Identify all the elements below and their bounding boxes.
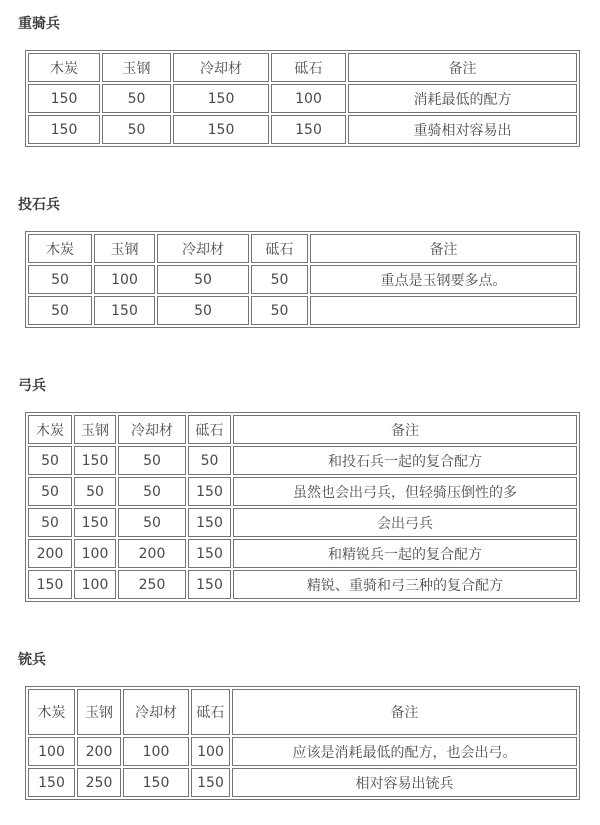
- cell-coolant: 100: [123, 737, 189, 766]
- cell-whetstone: 150: [191, 768, 230, 797]
- col-header-coolant: 冷却材: [123, 689, 189, 735]
- cell-note: 重骑相对容易出: [348, 115, 577, 144]
- section-gunner: [18, 652, 580, 800]
- cell-whetstone: 50: [251, 265, 308, 294]
- col-header-notes: 备注: [233, 415, 577, 444]
- cell-whetstone: 150: [188, 477, 231, 506]
- cell-jade-steel: 150: [74, 508, 116, 537]
- cell-whetstone: 50: [188, 446, 231, 475]
- header-row: [28, 234, 577, 263]
- section-title-stone-thrower: 投石兵: [18, 197, 60, 213]
- cell-note: 相对容易出铳兵: [232, 768, 577, 797]
- table-row: [28, 446, 577, 475]
- cell-coolant: 50: [118, 477, 186, 506]
- cell-coolant: 150: [173, 84, 269, 113]
- col-header-coolant: 冷却材: [173, 53, 269, 82]
- table-row: [28, 768, 577, 797]
- col-header-jade-steel: 玉钢: [74, 415, 116, 444]
- archer-table: [25, 412, 580, 602]
- col-header-whetstone: 砥石: [271, 53, 346, 82]
- cell-charcoal: 50: [28, 296, 92, 325]
- cell-jade-steel: 150: [74, 446, 116, 475]
- cell-note: 应该是消耗最低的配方，也会出弓。: [232, 737, 577, 766]
- table-row: [28, 84, 577, 113]
- cell-charcoal: 150: [28, 768, 75, 797]
- section-title-gunner: 铳兵: [18, 652, 46, 668]
- cell-note: 虽然也会出弓兵，但轻骑压倒性的多: [233, 477, 577, 506]
- cell-note: 和精锐兵一起的复合配方: [233, 539, 577, 568]
- cell-charcoal: 50: [28, 477, 72, 506]
- section-archer: [18, 378, 580, 602]
- table-row: [28, 265, 577, 294]
- cell-jade-steel: 150: [94, 296, 155, 325]
- cell-coolant: 250: [118, 570, 186, 599]
- cell-coolant: 50: [157, 296, 249, 325]
- cell-coolant: 150: [173, 115, 269, 144]
- col-header-charcoal: 木炭: [28, 53, 100, 82]
- cell-jade-steel: 50: [102, 84, 171, 113]
- cell-jade-steel: 50: [74, 477, 116, 506]
- cell-note: 消耗最低的配方: [348, 84, 577, 113]
- section-heavy-cavalry: [18, 16, 580, 147]
- cell-jade-steel: 100: [74, 539, 116, 568]
- table-row: [28, 477, 577, 506]
- section-title-archer: 弓兵: [18, 378, 46, 394]
- col-header-notes: 备注: [232, 689, 577, 735]
- cell-whetstone: 100: [191, 737, 230, 766]
- cell-whetstone: 150: [188, 570, 231, 599]
- heavy-cavalry-table: [25, 50, 580, 147]
- col-header-charcoal: 木炭: [28, 689, 75, 735]
- cell-coolant: 50: [118, 508, 186, 537]
- stone-thrower-table: [25, 231, 580, 328]
- cell-coolant: 150: [123, 768, 189, 797]
- cell-charcoal: 100: [28, 737, 75, 766]
- cell-charcoal: 150: [28, 84, 100, 113]
- col-header-jade-steel: 玉钢: [102, 53, 171, 82]
- cell-jade-steel: 50: [102, 115, 171, 144]
- col-header-coolant: 冷却材: [118, 415, 186, 444]
- table-row: [28, 737, 577, 766]
- cell-jade-steel: 200: [77, 737, 121, 766]
- cell-charcoal: 150: [28, 115, 100, 144]
- table-row: [28, 570, 577, 599]
- table-row: [28, 508, 577, 537]
- cell-jade-steel: 100: [94, 265, 155, 294]
- col-header-whetstone: 砥石: [191, 689, 230, 735]
- header-row: [28, 415, 577, 444]
- col-header-charcoal: 木炭: [28, 234, 92, 263]
- cell-whetstone: 150: [271, 115, 346, 144]
- col-header-jade-steel: 玉钢: [94, 234, 155, 263]
- cell-charcoal: 200: [28, 539, 72, 568]
- cell-charcoal: 150: [28, 570, 72, 599]
- cell-whetstone: 100: [271, 84, 346, 113]
- cell-note: 和投石兵一起的复合配方: [233, 446, 577, 475]
- col-header-notes: 备注: [348, 53, 577, 82]
- table-row: [28, 539, 577, 568]
- cell-note: [310, 296, 577, 325]
- cell-coolant: 50: [157, 265, 249, 294]
- cell-jade-steel: 250: [77, 768, 121, 797]
- cell-charcoal: 50: [28, 446, 72, 475]
- col-header-notes: 备注: [310, 234, 577, 263]
- header-row: [28, 53, 577, 82]
- cell-whetstone: 150: [188, 539, 231, 568]
- cell-note: 重点是玉钢要多点。: [310, 265, 577, 294]
- section-stone-thrower: [18, 197, 580, 328]
- col-header-whetstone: 砥石: [251, 234, 308, 263]
- cell-coolant: 200: [118, 539, 186, 568]
- cell-note: 会出弓兵: [233, 508, 577, 537]
- cell-coolant: 50: [118, 446, 186, 475]
- cell-jade-steel: 100: [74, 570, 116, 599]
- cell-whetstone: 50: [251, 296, 308, 325]
- cell-whetstone: 150: [188, 508, 231, 537]
- col-header-coolant: 冷却材: [157, 234, 249, 263]
- col-header-jade-steel: 玉钢: [77, 689, 121, 735]
- section-title-heavy-cavalry: 重骑兵: [18, 16, 60, 32]
- cell-note: 精锐、重骑和弓三种的复合配方: [233, 570, 577, 599]
- col-header-whetstone: 砥石: [188, 415, 231, 444]
- cell-charcoal: 50: [28, 508, 72, 537]
- cell-charcoal: 50: [28, 265, 92, 294]
- col-header-charcoal: 木炭: [28, 415, 72, 444]
- table-row: [28, 296, 577, 325]
- header-row: [28, 689, 577, 735]
- gunner-table: [25, 686, 580, 800]
- table-row: [28, 115, 577, 144]
